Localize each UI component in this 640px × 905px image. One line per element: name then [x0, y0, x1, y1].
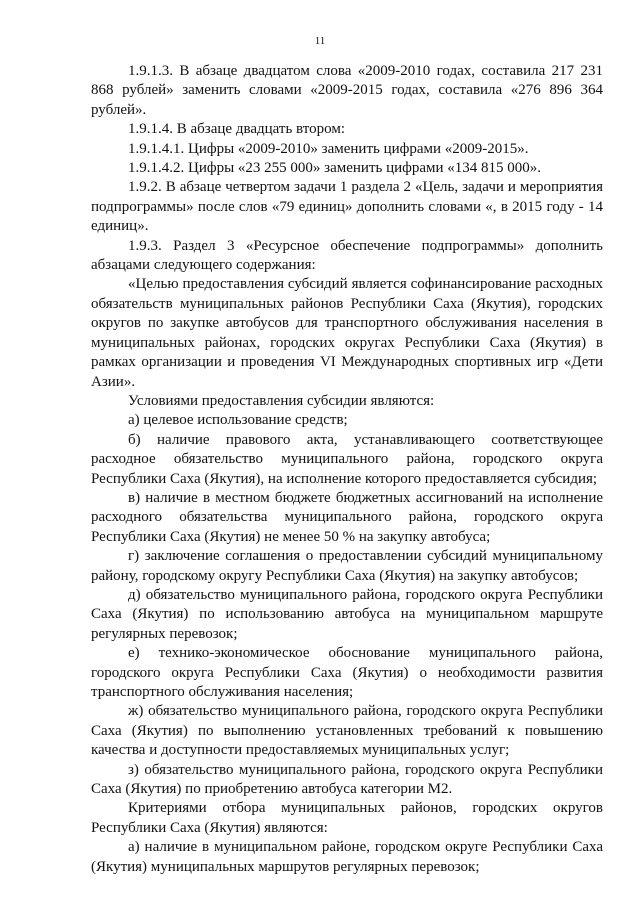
list-item-criteria-a: а) наличие в муниципальном районе, городском округе Республики Саха (Якутия) муниципальных маршрутов регулярных перевозок; [91, 839, 603, 875]
paragraph-1-9-1-4-1: 1.9.1.4.1. Цифры «2009-2010» заменить цифрами «2009-2015». [128, 140, 529, 157]
list-item-condition-a: а) целевое использование средств; [128, 412, 348, 429]
list-item-condition-zh: ж) обязательство муниципального района, городского округа Республики Саха (Якутия) по выполнению установленных требований к повышению качества и доступности предоставляемых муниципальных услуг; [91, 703, 603, 759]
list-item-condition-e: е) технико-экономическое обоснование муниципального района, городского округа Республики Саха (Якутия) о необходимости развития транспортного обслуживания населения; [91, 645, 603, 700]
paragraph-1-9-3: 1.9.3. Раздел 3 «Ресурсное обеспечение подпрограммы» дополнить абзацами следующего содержания: [91, 237, 603, 274]
paragraph-criteria-heading: Критериями отбора муниципальных районов, городских округов Республики Саха (Якутия) являются: [91, 800, 603, 836]
paragraph-conditions-heading: Условиями предоставления субсидии являются: [128, 392, 435, 409]
list-item-condition-z: з) обязательство муниципального района, городского округа Республики Саха (Якутия) по приобретению автобуса категории М2. [91, 761, 603, 798]
list-item-condition-d: д) обязательство муниципального района, городского округа Республики Саха (Якутия) по использованию автобуса на муниципальном маршруте регулярных перевозок; [91, 586, 603, 642]
list-item-condition-b: б) наличие правового акта, устанавливающего соответствующее расходное обязательство муниципального района, городского округа Республики Саха (Якутия), на исполнение которого предоставляется субсидия; [91, 431, 603, 487]
page-number: 11 [314, 35, 326, 47]
paragraph-1-9-1-4-2: 1.9.1.4.2. Цифры «23 255 000» заменить цифрами «134 815 000». [128, 160, 542, 177]
paragraph-1-9-1-4: 1.9.1.4. В абзаце двадцать втором: [128, 121, 346, 138]
document-body [91, 62, 603, 877]
paragraph-subsidy-purpose: «Целью предоставления субсидий является софинансирование расходных обязательств муниципальных районов Республики Саха (Якутия), городских округов по закупке автобусов для транспортного обслуживания населения в муниципальных районах, городских округах Республики Саха (Якутия) в рамках организации и проведения VI Международных спортивных игр «Дети Азии». [91, 276, 603, 390]
list-item-condition-v: в) наличие в местном бюджете бюджетных ассигнований на исполнение расходного обязательства муниципального района, городского округа Республики Саха (Якутия) не менее 50 % на закупку автобуса; [91, 489, 603, 545]
paragraph-1-9-1-3: 1.9.1.3. В абзаце двадцатом слова «2009-2010 годах, составила 217 231 868 рублей» заменить словами «2009-2015 годах, составила «276 896 364 рублей». [91, 63, 603, 118]
paragraph-1-9-2: 1.9.2. В абзаце четвертом задачи 1 раздела 2 «Цель, задачи и мероприятия подпрограммы» после слов «79 единиц» дополнить словами «, в 2015 году - 14 единиц». [91, 179, 603, 235]
list-item-condition-g: г) заключение соглашения о предоставлении субсидий муниципальному району, городскому округу Республики Саха (Якутия) на закупку автобусов; [91, 548, 603, 584]
